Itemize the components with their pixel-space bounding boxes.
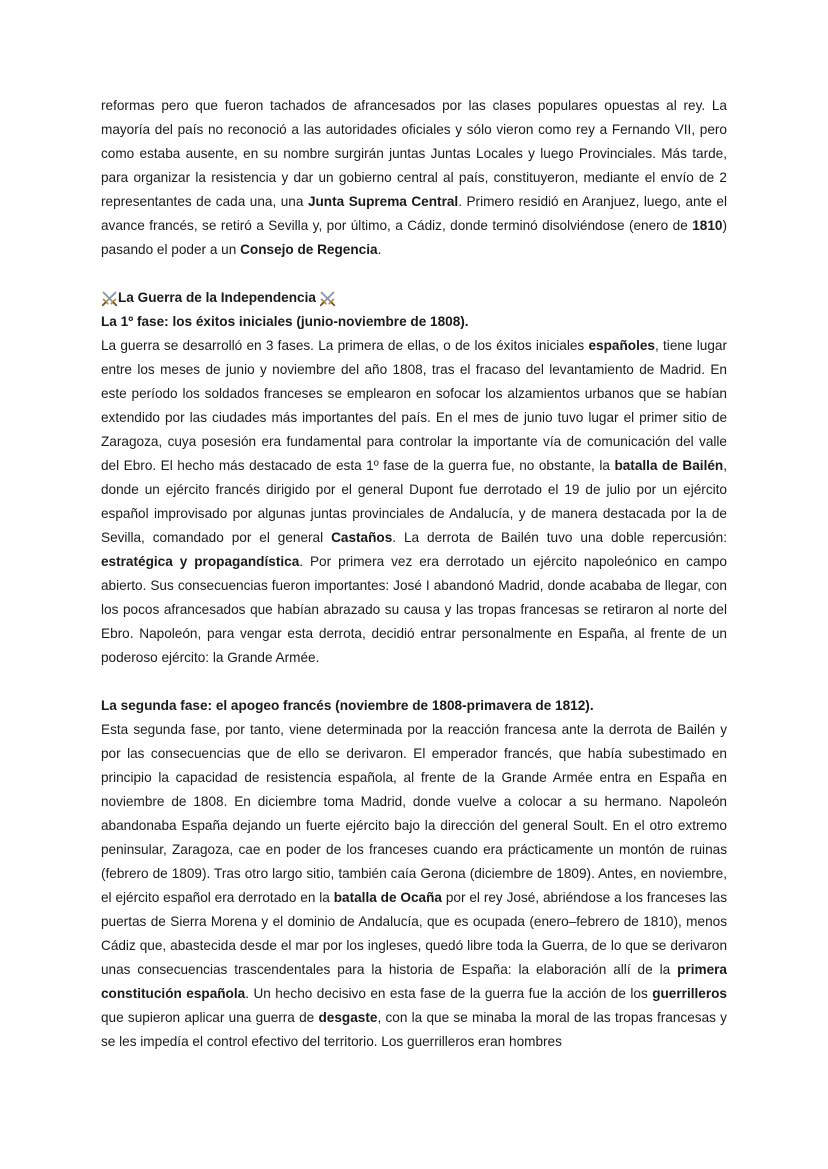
bold-term: 1810 — [692, 218, 723, 233]
text-run: Esta segunda fase, por tanto, viene determinada por la reacción francesa ante la derrota de Bailén y por las consecuencias que de ello se derivaron. El emperador francés, que había subestimado en principio la capacidad de resistencia española, al frente de la Grande Armée entra en España en noviembre de 1808. En diciembre toma Madrid, donde vuelve a colocar a su hermano. Napoleón abandonaba España dejando un fuerte ejército bajo la dirección del general Soult. En el otro extremo peninsular, Zaragoza, cae en poder de los franceses cuando era prácticamente un montón de ruinas (febrero de 1809). Tras otro largo sitio, también caía Gerona (diciembre de 1809). Antes, en noviembre, el ejército español era derrotado en la — [101, 722, 727, 905]
bold-term: desgaste — [318, 1010, 378, 1025]
section-title — [101, 286, 727, 310]
text-run: reformas pero que fueron tachados de afrancesados por las clases populares opuestas al rey. La mayoría del país no reconoció a las autoridades oficiales y sólo vieron como rey a Fernando VII, pero como estaba ausente, en su nombre surgirán juntas Juntas Locales y luego Provinciales. Más tarde, para organizar la resistencia y dar un gobierno central al país, constituyeron, mediante el envío de 2 representantes de cada una, una — [101, 98, 727, 209]
text-run: . Primero residió en Aranjuez, luego, ante el avance francés, se retiró a Sevilla y, por último, a Cádiz, donde terminó disolviéndose (enero de — [101, 194, 727, 233]
text-run: ) pasando el poder a un — [101, 218, 727, 257]
phase1-heading: La 1º fase: los éxitos iniciales (junio-noviembre de 1808). — [101, 314, 469, 329]
text-run: . Por primera vez era derrotado un ejército napoleónico en campo abierto. Sus consecuencias fueron importantes: José I abandonó Madrid, donde acababa de llegar, con los pocos afrancesados que habían abrazado su causa y las tropas francesas se retiraron al norte del Ebro. Napoleón, para vengar esta derrota, decidió entrar personalmente en España, al frente de un poderoso ejército: la Grande Armée. — [101, 554, 727, 665]
phase1-paragraph — [101, 334, 727, 670]
text-run: La guerra se desarrolló en 3 fases. La primera de ellas, o de los éxitos iniciales — [101, 338, 589, 353]
spacer — [101, 262, 727, 286]
spacer — [101, 670, 727, 694]
bold-term: españoles — [588, 338, 655, 353]
bold-term: Consejo de Regencia — [240, 242, 378, 257]
text-run: . La derrota de Bailén tuvo una doble repercusión: — [392, 530, 727, 545]
crossed-swords-icon — [101, 290, 118, 307]
section-title-text: La Guerra de la Independencia — [118, 290, 316, 305]
text-run: . — [377, 242, 382, 257]
bold-term: estratégica y propagandística — [101, 554, 300, 569]
text-run: . Un hecho decisivo en esta fase de la guerra fue la acción de los — [245, 986, 653, 1001]
bold-term: Junta Suprema Central — [307, 194, 459, 209]
bold-term: Castaños — [331, 530, 393, 545]
text-run: , tiene lugar entre los meses de junio y noviembre del año 1808, tras el fracaso del levantamiento de Madrid. En este período los soldados franceses se emplearon en sofocar los alzamientos urbanos que se habían extendido por las ciudades más importantes del país. En el mes de junio tuvo lugar el primer sitio de Zaragoza, cuya posesión era fundamental para controlar la importante vía de comunicación del valle del Ebro. El hecho más destacado de esta 1º fase de la guerra fue, no obstante, la — [101, 338, 727, 473]
document-page — [101, 94, 727, 1054]
crossed-swords-icon — [319, 290, 336, 307]
text-run: , con la que se minaba la moral de las tropas francesas y se les impedía el control efectivo del territorio. Los guerrilleros eran hombres — [101, 1010, 727, 1049]
bold-term: batalla de Ocaña — [333, 890, 442, 905]
intro-paragraph — [101, 94, 727, 262]
phase2-paragraph — [101, 718, 727, 1054]
text-run: por el rey José, abriéndose a los franceses las puertas de Sierra Morena y el dominio de Andalucía, que es ocupada (enero–febrero de 1810), menos Cádiz que, abastecida desde el mar por los ingleses, quedó libre toda la Guerra, de lo que se derivaron unas consecuencias trascendentales para la historia de España: la elaboración allí de la — [101, 890, 727, 977]
phase2-heading: La segunda fase: el apogeo francés (noviembre de 1808-primavera de 1812). — [101, 698, 594, 713]
text-run: que supieron aplicar una guerra de — [101, 1010, 319, 1025]
bold-term: primera constitución española — [101, 962, 727, 1001]
bold-term: batalla de Bailén — [614, 458, 724, 473]
text-run: , donde un ejército francés dirigido por el general Dupont fue derrotado el 19 de julio por un ejército español improvisado por algunas juntas provinciales de Andalucía, y de manera destacada por la de Sevilla, comandado por el general — [101, 458, 727, 545]
bold-term: guerrilleros — [652, 986, 727, 1001]
